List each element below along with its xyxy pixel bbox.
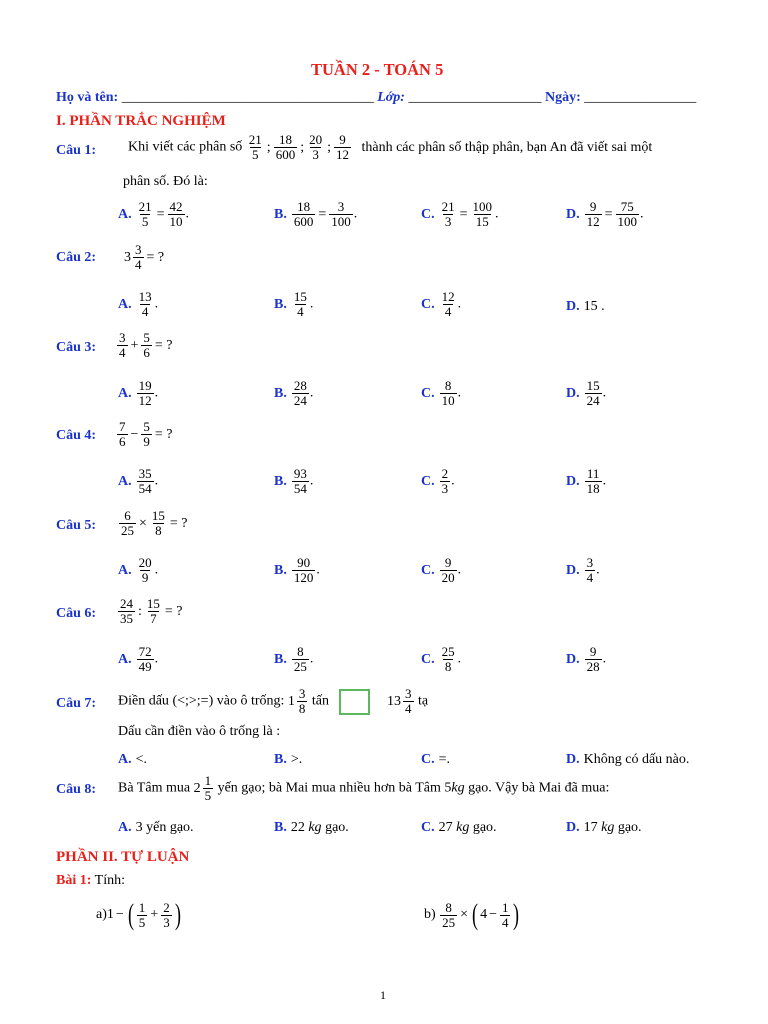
q5-option-c[interactable]: C. $\frac{9}{20}$ . bbox=[421, 555, 462, 585]
q3-label: Câu 3: bbox=[56, 340, 97, 355]
q3-option-c[interactable]: C. $\frac{8}{10}$ . bbox=[421, 378, 462, 408]
q1-frac-3: $\frac{20}{3}$ bbox=[309, 132, 323, 162]
q1-option-b[interactable]: B. $\frac{18}{600}$ = $\frac{3}{100}$ . bbox=[274, 199, 358, 229]
q4-option-b[interactable]: B. $\frac{93}{54}$ . bbox=[274, 466, 314, 496]
q5-stem: $\frac{6}{25}$ × $\frac{15}{8}$ = ? bbox=[121, 508, 188, 538]
q5-option-a[interactable]: A. $\frac{20}{9}$ . bbox=[118, 555, 159, 585]
q7-stem: Điền dấu (<;>;=) vào ô trống: 1 3 8 tấn 13 3 4 tạ bbox=[118, 686, 429, 716]
q7-option-b[interactable]: B. >. bbox=[274, 752, 303, 767]
q1-text-cont: thành các phân số thập phân, bạn An đã viết sai một bbox=[361, 139, 653, 155]
q1-option-a[interactable]: A. $\frac{21}{5}$ = $\frac{42}{10}$ . bbox=[118, 199, 190, 229]
q7-option-a[interactable]: A. <. bbox=[118, 752, 148, 767]
comparison-answer-box[interactable] bbox=[339, 689, 370, 715]
name-label: Họ và tên: bbox=[56, 90, 119, 105]
q7-label: Câu 7: bbox=[56, 696, 97, 711]
q5-label: Câu 5: bbox=[56, 518, 97, 533]
q4-option-a[interactable]: A. $\frac{35}{54}$ . bbox=[118, 466, 159, 496]
q3-option-a[interactable]: A. $\frac{19}{12}$ . bbox=[118, 378, 159, 408]
q1-option-d[interactable]: D. $\frac{9}{12}$ = $\frac{75}{100}$ . bbox=[566, 199, 644, 229]
q7-subtext: Dấu cần điền vào ô trống là : bbox=[118, 724, 281, 739]
q2-stem: 3 3 4 = ? bbox=[124, 242, 165, 272]
page-title: TUẦN 2 - TOÁN 5 bbox=[311, 60, 444, 79]
q3-option-d[interactable]: D. $\frac{15}{24}$ . bbox=[566, 378, 607, 408]
q4-stem: $\frac{7}{6}$ − $\frac{5}{9}$ = ? bbox=[119, 419, 173, 449]
q1-text-2: phân số. Đó là: bbox=[123, 174, 208, 189]
date-blank[interactable]: ________________ bbox=[584, 90, 697, 105]
date-label: Ngày: bbox=[544, 90, 581, 105]
q3-option-b[interactable]: B. $\frac{28}{24}$ . bbox=[274, 378, 314, 408]
q6-stem: $\frac{24}{35}$ : $\frac{15}{7}$ = ? bbox=[120, 596, 183, 626]
q5-option-b[interactable]: B. $\frac{90}{120}$ . bbox=[274, 555, 320, 585]
page-number: 1 bbox=[380, 988, 386, 1002]
exercise-1b: b) $\frac{8}{25}$ × ( 4 − $\frac{1}{4}$ ) bbox=[424, 898, 520, 931]
q6-option-c[interactable]: C. $\frac{25}{8}$ . bbox=[421, 644, 462, 674]
q7-option-d[interactable]: D. Không có dấu nào. bbox=[566, 752, 690, 767]
q2-option-d[interactable]: D. 15 . bbox=[566, 299, 605, 314]
q5-option-d[interactable]: D. $\frac{3}{4}$ . bbox=[566, 555, 600, 585]
q1-frac-1: $\frac{21}{5}$ bbox=[248, 132, 262, 162]
q8-stem: Bà Tâm mua 2 1 5 yến gạo; bà Mai mua nhiều hơn bà Tâm 5kg gạo. Vậy bà Mai đã mua: bbox=[118, 773, 610, 803]
q4-label: Câu 4: bbox=[56, 428, 97, 443]
class-blank[interactable]: ___________________ bbox=[408, 90, 542, 105]
q4-option-c[interactable]: C. $\frac{2}{3}$ . bbox=[421, 466, 455, 496]
q8-label: Câu 8: bbox=[56, 782, 97, 797]
q6-option-a[interactable]: A. $\frac{72}{49}$ . bbox=[118, 644, 159, 674]
q1-label: Câu 1: bbox=[56, 143, 97, 158]
q8-option-c[interactable]: C. 27 kg gạo. bbox=[421, 820, 497, 835]
q1-frac-4: $\frac{9}{12}$ bbox=[335, 132, 349, 162]
q2-option-c[interactable]: C. $\frac{12}{4}$ . bbox=[421, 289, 462, 319]
student-info-line bbox=[56, 90, 696, 106]
q1-text: Khi viết các phân số bbox=[128, 139, 243, 155]
q8-option-d[interactable]: D. 17 kg gạo. bbox=[566, 820, 642, 835]
q8-option-b[interactable]: B. 22 kg gạo. bbox=[274, 820, 349, 835]
part1-heading: I. PHẦN TRẮC NGHIỆM bbox=[56, 113, 226, 129]
q6-label: Câu 6: bbox=[56, 606, 97, 621]
exercise-1: Bài 1: Tính: bbox=[56, 873, 125, 888]
q6-option-b[interactable]: B. $\frac{8}{25}$ . bbox=[274, 644, 314, 674]
name-blank[interactable]: ____________________________________ bbox=[121, 90, 374, 105]
class-label: Lớp: bbox=[377, 90, 405, 105]
q7-option-c[interactable]: C. =. bbox=[421, 752, 451, 767]
q1-option-c[interactable]: C. $\frac{21}{3}$ = $\frac{100}{15}$ . bbox=[421, 199, 499, 229]
q1-stem: Khi viết các phân số $\frac{21}{5}$ ; $\frac{18}{600}$ ; $\frac{20}{3}$ ; $\frac{9}{12}$ thành các phân số thập phân, bạn An đã viết sai một bbox=[128, 132, 653, 162]
exercise-1a: a)1 − ( $\frac{1}{5}$ + $\frac{2}{3}$ ) bbox=[96, 898, 181, 931]
q2-option-b[interactable]: B. $\frac{15}{4}$ . bbox=[274, 289, 314, 319]
part2-heading: PHẦN II. TỰ LUẬN bbox=[56, 849, 190, 865]
q3-stem: $\frac{3}{4}$ + $\frac{5}{6}$ = ? bbox=[119, 330, 173, 360]
q2-label: Câu 2: bbox=[56, 250, 97, 265]
q6-option-d[interactable]: D. $\frac{9}{28}$ . bbox=[566, 644, 607, 674]
q1-frac-2: $\frac{18}{600}$ bbox=[275, 132, 296, 162]
q8-option-a[interactable]: A. 3 yến gạo. bbox=[118, 820, 194, 835]
q4-option-d[interactable]: D. $\frac{11}{18}$ . bbox=[566, 466, 607, 496]
q2-option-a[interactable]: A. $\frac{13}{4}$ . bbox=[118, 289, 159, 319]
